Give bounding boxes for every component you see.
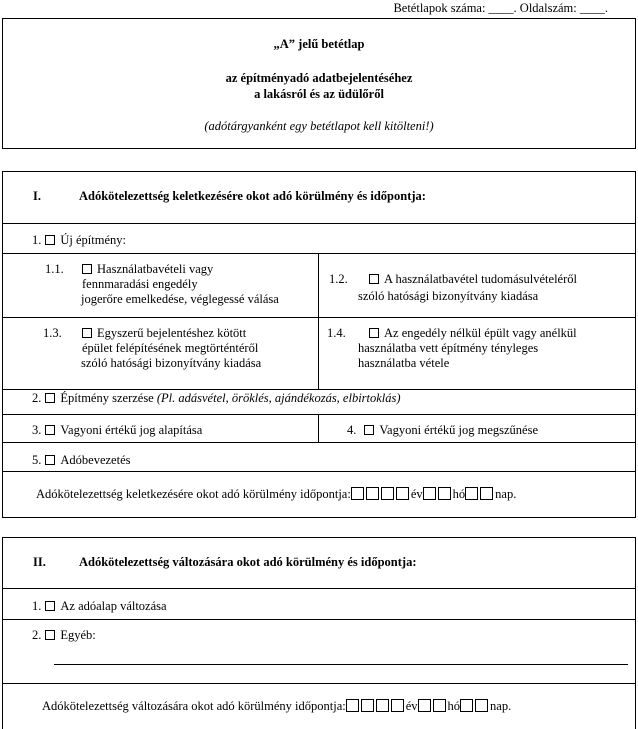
sub13-checkbox[interactable] — [82, 328, 92, 338]
form-subtitle-line2: a lakásról és az üdülőről — [254, 87, 384, 101]
item1-checkbox[interactable] — [45, 235, 55, 245]
item5-number: 5. — [32, 453, 42, 467]
year-digit-box[interactable] — [366, 487, 379, 500]
day-label: nap. — [490, 699, 512, 713]
section2-item1-row — [32, 599, 167, 614]
item2-number: 2. — [32, 391, 42, 405]
page-counter-label: Betétlapok száma: ____. Oldalszám: ____. — [393, 1, 608, 15]
form-note: (adótárgyanként egy betétlapot kell kitölteni!) — [204, 119, 434, 133]
form-subtitle-line1: az építményadó adatbejelentéséhez — [225, 71, 413, 85]
day-label: nap. — [495, 487, 517, 501]
item3-checkbox[interactable] — [45, 425, 55, 435]
month-digit-box[interactable] — [423, 487, 436, 500]
sub14-label-line3: használatba vétele — [358, 356, 450, 370]
sub14-label-line1: Az engedély nélkül épült vagy anélkül — [384, 326, 577, 340]
sub13-label-line2: épület felépítésének megtörténtéről — [82, 341, 259, 355]
sub11-checkbox[interactable] — [82, 264, 92, 274]
year-digit-box[interactable] — [396, 487, 409, 500]
item3-label: Vagyoni értékű jog alapítása — [60, 423, 203, 437]
year-digit-box[interactable] — [346, 699, 359, 712]
section2-date-label: Adókötelezettség változására okot adó körülmény időpontja: — [42, 699, 346, 713]
sub13-number: 1.3. — [43, 326, 62, 340]
item4-row — [347, 423, 538, 438]
section1-number: I. — [33, 189, 41, 203]
section1-date-row — [36, 487, 516, 502]
section2-item2-number: 2. — [32, 628, 42, 642]
item5-checkbox[interactable] — [45, 455, 55, 465]
item2-row — [32, 391, 401, 406]
sub11-number: 1.1. — [45, 262, 64, 276]
sub12-label-line1: A használatbavétel tudomásulvételéről — [384, 272, 577, 286]
sub13-label-line1: Egyszerű bejelentéshez kötött — [97, 326, 247, 340]
year-digit-box[interactable] — [376, 699, 389, 712]
item2-checkbox[interactable] — [45, 393, 55, 403]
month-digit-box[interactable] — [418, 699, 431, 712]
item3-number: 3. — [32, 423, 42, 437]
sub14-checkbox[interactable] — [369, 328, 379, 338]
year-digit-box[interactable] — [351, 487, 364, 500]
sub11-label-line2: fennmaradási engedély — [82, 277, 198, 291]
day-digit-box[interactable] — [465, 487, 478, 500]
year-label: év — [410, 487, 423, 501]
section2-title: Adókötelezettség változására okot adó körülmény és időpontja: — [79, 555, 417, 569]
day-digit-box[interactable] — [460, 699, 473, 712]
section1-title: Adókötelezettség keletkezésére okot adó körülmény és időpontja: — [79, 189, 426, 203]
section2-item2-label: Egyéb: — [60, 628, 96, 642]
sub11-label-line1: Használatbavételi vagy — [97, 262, 214, 276]
month-digit-box[interactable] — [438, 487, 451, 500]
item4-label: Vagyoni értékű jog megszűnése — [379, 423, 539, 437]
item5-label: Adóbevezetés — [60, 453, 131, 467]
year-digit-box[interactable] — [381, 487, 394, 500]
sub11-row — [45, 262, 64, 277]
item1-label: Új építmény: — [60, 233, 126, 247]
section2-number: II. — [33, 555, 46, 569]
item3-row — [32, 423, 202, 438]
section2-item1-checkbox[interactable] — [45, 601, 55, 611]
year-digit-box[interactable] — [391, 699, 404, 712]
section1-date-label: Adókötelezettség keletkezésére okot adó körülmény időpontja: — [36, 487, 351, 501]
year-digit-box[interactable] — [361, 699, 374, 712]
sub14-label-line2: használatba vett építmény tényleges — [358, 341, 539, 355]
item4-checkbox[interactable] — [364, 425, 374, 435]
item2-label: Építmény szerzése — [60, 391, 154, 405]
day-digit-box[interactable] — [475, 699, 488, 712]
item2-note: (Pl. adásvétel, öröklés, ajándékozás, elbirtoklás) — [156, 391, 401, 405]
sub12-label-line2: szóló hatósági bizonyítvány kiadása — [358, 289, 539, 303]
sub13-label-line3: szóló hatósági bizonyítvány kiadása — [81, 356, 262, 370]
item1-row — [32, 233, 126, 248]
section2-item2-row — [32, 628, 96, 643]
sub14-number: 1.4. — [327, 326, 346, 340]
day-digit-box[interactable] — [480, 487, 493, 500]
month-label: hó — [452, 487, 466, 501]
year-label: év — [405, 699, 418, 713]
sub11-label-line3: jogerőre emelkedése, véglegessé válása — [81, 292, 279, 306]
item4-number: 4. — [347, 423, 357, 437]
section2-item2-checkbox[interactable] — [45, 630, 55, 640]
month-digit-box[interactable] — [433, 699, 446, 712]
item1-number: 1. — [32, 233, 42, 247]
other-reason-line[interactable] — [54, 664, 628, 665]
item5-row — [32, 453, 130, 468]
sub12-checkbox[interactable] — [369, 274, 379, 284]
section2-date-row — [42, 699, 511, 714]
month-label: hó — [447, 699, 461, 713]
section2-item1-number: 1. — [32, 599, 42, 613]
form-title: „A” jelű betétlap — [273, 37, 365, 51]
sub12-number: 1.2. — [329, 272, 348, 286]
section2-item1-label: Az adóalap változása — [60, 599, 167, 613]
